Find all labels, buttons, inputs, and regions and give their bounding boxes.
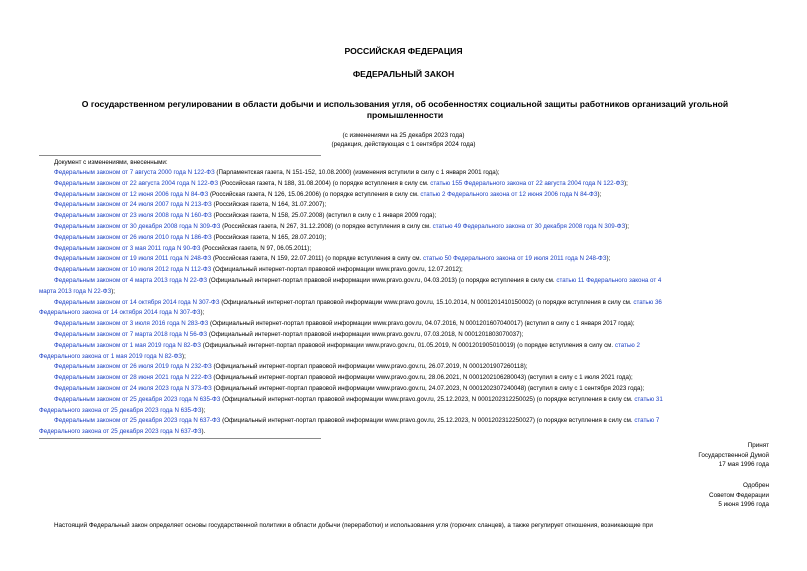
amendment-text: (Российская газета, N 267, 31.12.2008) (о порядке вступления в силу см. [220,223,433,230]
amendment-link[interactable]: Федеральным законом от 14 октября 2014 года N 307-ФЗ [54,298,220,306]
amendment-line [39,353,186,361]
amendment-line [54,331,523,339]
amendment-link[interactable]: статью 155 Федерального закона от 22 августа 2004 года N 122-ФЗ [430,179,625,187]
preamble-paragraph: Настоящий Федеральный закон определяет основы государственной политики в области добычи (переработки) и использования угля (горючих сланцев), а также регулирует отношения, возникающие при [54,522,653,529]
amendment-link[interactable]: Федеральным законом от 25 декабря 2023 года N 635-ФЗ [54,395,221,403]
amendment-link[interactable]: статью 49 Федерального закона от 30 декабря 2008 года N 309-ФЗ [432,223,626,230]
amendment-line [54,277,661,285]
amendment-link[interactable]: Федеральным законом от 7 марта 2018 года N 56-ФЗ [54,331,208,338]
adoption-duma-block [698,441,769,470]
amendment-link[interactable]: Федеральным законом от 19 июля 2011 года N 248-ФЗ [54,255,212,263]
amendment-line [54,169,500,177]
amendment-line [54,363,527,371]
amendment-text: (Официальный интернет-портал правовой информации www.pravo.gov.ru, 15.10.2014, N 0001201410150002) (о порядке вступления в силу см. [219,298,634,306]
amendment-text: ). [201,428,206,436]
amendment-line [54,201,326,209]
amendment-link[interactable]: Федеральным законом от 3 июля 2016 года N 283-ФЗ [54,320,209,328]
amendment-text: (Официальный интернет-портал правовой информации www.pravo.gov.ru, 25.12.2023, N 0001202312250027) (о порядке вступления в силу см. [220,417,635,425]
amendment-text: (Российская газета, N 164, 31.07.2007); [211,201,327,209]
amendment-text: ); [111,287,115,295]
bottom-divider [39,438,321,439]
amendment-link[interactable]: Федерального закона от 25 декабря 2023 года N 635-ФЗ [39,406,202,414]
amendment-link[interactable]: статью 36 [633,298,662,306]
amendment-text: (Российская газета, N 188, 31.08.2004) (о порядке вступления в силу см. [218,179,431,187]
amendment-link[interactable]: Федеральным законом от 26 июля 2019 года N 232-ФЗ [54,363,212,371]
amendment-line [54,191,601,199]
amendment-link[interactable]: статью 2 Федерального закона от 12 июня 2006 года N 84-ФЗ [420,190,598,198]
amendment-link[interactable]: Федерального закона от 25 декабря 2023 года N 637-ФЗ [39,428,202,436]
amendment-text: (Официальный интернет-портал правовой информации www.pravo.gov.ru, 28.06.2021, N 0001202106280043) (вступил в силу с 1 июля 2021 года); [211,374,633,382]
amendment-line [39,428,205,436]
amendment-line [54,255,610,263]
approval-line: Одобрен [742,482,769,489]
amendment-link[interactable]: Федеральным законом от 7 августа 2000 года N 122-ФЗ [54,169,215,176]
amendment-link[interactable]: Федеральным законом от 22 августа 2004 года N 122-ФЗ [54,179,219,187]
amendment-link[interactable]: статью 31 [634,395,663,403]
amendment-line [39,309,204,317]
amendment-link[interactable]: Федерального закона от 1 мая 2019 года N 82-ФЗ [39,352,183,360]
amendment-line [54,245,311,253]
amendment-text: ); [624,179,628,187]
amendment-text: (Парламентская газета, N 151-152, 10.08.2000) (изменения вступили в силу с 1 января 2001 года); [214,169,500,176]
amendment-link[interactable]: Федеральным законом от 1 мая 2019 года N 82-ФЗ [54,341,201,349]
amendment-line [54,320,635,328]
top-divider [39,155,321,156]
amendment-text: (Российская газета, N 97, 06.05.2011); [200,244,312,252]
amendment-link[interactable]: статью 7 [634,417,660,425]
amendment-link[interactable]: статью 2 [614,341,640,349]
approval-council-block [709,481,769,510]
amendment-line [54,385,644,393]
amendment-text: (Официальный интернет-портал правовой информации www.pravo.gov.ru, 04.07.2016, N 0001201607040017) (вступил в силу с 1 января 2017 года); [208,320,635,328]
federation-heading: РОССИЙСКАЯ ФЕДЕРАЦИЯ [344,46,463,56]
amendments-intro: Документ с изменениями, внесенными: [54,159,168,166]
amendment-text: (Российская газета, N 158, 25.07.2008) (вступил в силу с 1 января 2009 года); [211,212,437,220]
amendment-text: (Официальный интернет-портал правовой информации www.pravo.gov.ru, 04.03.2013) (о порядке вступления в силу см. [207,277,557,284]
amendment-link[interactable]: марта 2013 года N 22-ФЗ [39,287,112,295]
amendment-line [54,180,628,188]
changes-note: (с изменениями на 25 декабря 2023 года) [342,132,465,139]
amendment-text: ); [597,190,602,198]
amendment-text: (Официальный интернет-портал правовой информации www.pravo.gov.ru, 26.07.2019, N 0001201907260118); [211,363,528,371]
amendment-line [54,299,662,307]
approval-line: Советом Федерации [709,491,769,499]
adoption-line: 17 мая 1996 года [718,461,769,468]
amendment-text: (Российская газета, N 159, 22.07.2011) (о порядке вступления в силу см. [211,255,423,263]
amendment-line [54,266,463,274]
amendment-text: ); [625,223,630,230]
amendment-link[interactable]: Федеральным законом от 30 декабря 2008 года N 309-ФЗ [54,223,221,230]
amendment-line [39,407,205,415]
amendment-link[interactable]: статью 11 Федерального закона от 4 [556,277,662,284]
amendment-link[interactable]: Федерального закона от 14 октября 2014 года N 307-ФЗ [39,309,201,317]
amendment-line [54,342,640,350]
amendment-text: ); [200,309,205,317]
amendment-link[interactable]: Федеральным законом от 23 июля 2008 года N 160-ФЗ [54,212,212,220]
amendment-line [54,223,629,231]
amendment-line [54,417,659,425]
amendment-link[interactable]: Федеральным законом от 3 мая 2011 года N 90-ФЗ [54,244,201,252]
amendment-text: (Официальный интернет-портал правовой информации www.pravo.gov.ru, 24.07.2023, N 0001202307240048) (вступил в силу с 1 сентября 2023 года); [211,385,645,392]
amendment-line [54,212,436,220]
edition-note: (редакция, действующая с 1 сентября 2024 года) [331,141,476,148]
law-type-heading: ФЕДЕРАЛЬНЫЙ ЗАКОН [352,69,455,79]
amendment-link[interactable]: Федеральным законом от 25 декабря 2023 года N 637-ФЗ [54,417,221,425]
approval-line: 5 июня 1996 года [718,501,769,508]
amendment-text: (Официальный интернет-портал правовой информации www.pravo.gov.ru, 07.03.2018, N 0001201803070037); [207,331,524,338]
adoption-line: Государственной Думой [698,451,769,459]
amendment-text: (Российская газета, N 165, 28.07.2010); [211,233,327,241]
amendment-text: (Российская газета, N 126, 15.06.2006) (о порядке вступления в силу см. [208,190,421,198]
amendment-line [39,288,115,296]
law-title: О государственном регулировании в области добычи и использования угля, об особенностях социальной защиты работников организаций угольной промышленности [81,99,729,120]
amendment-text: (Официальный интернет-портал правовой информации www.pravo.gov.ru, 25.12.2023, N 0001202312250025) (о порядке вступления в силу см. [220,395,635,403]
amendment-line [54,234,326,242]
amendment-link[interactable]: статью 50 Федерального закона от 19 июля 2011 года N 248-ФЗ [422,255,607,263]
amendment-link[interactable]: Федеральным законом от 28 июня 2021 года N 222-ФЗ [54,374,212,382]
amendment-link[interactable]: Федеральным законом от 4 марта 2013 года N 22-ФЗ [54,277,208,284]
amendment-line [54,396,663,404]
amendment-line [54,374,633,382]
amendment-text: ); [182,352,186,360]
amendment-link[interactable]: Федеральным законом от 26 июля 2010 года N 186-ФЗ [54,233,212,241]
adoption-line: Принят [747,442,769,449]
amendment-text: (Официальный интернет-портал правовой информации www.pravo.gov.ru, 12.07.2012); [211,266,463,274]
amendment-text: (Официальный интернет-портал правовой информации www.pravo.gov.ru, 01.05.2019, N 0001201905010019) (о порядке вступления в силу см. [200,341,615,349]
amendment-link[interactable]: Федеральным законом от 24 июля 2023 года N 373-ФЗ [54,385,212,392]
amendment-link[interactable]: Федеральным законом от 24 июля 2007 года N 213-ФЗ [54,201,212,209]
amendment-link[interactable]: Федеральным законом от 10 июля 2012 года N 112-ФЗ [54,266,212,274]
amendment-text: ); [201,406,206,414]
amendment-link[interactable]: Федеральным законом от 12 июня 2006 года N 84-ФЗ [54,190,209,198]
amendment-text: ); [606,255,611,263]
